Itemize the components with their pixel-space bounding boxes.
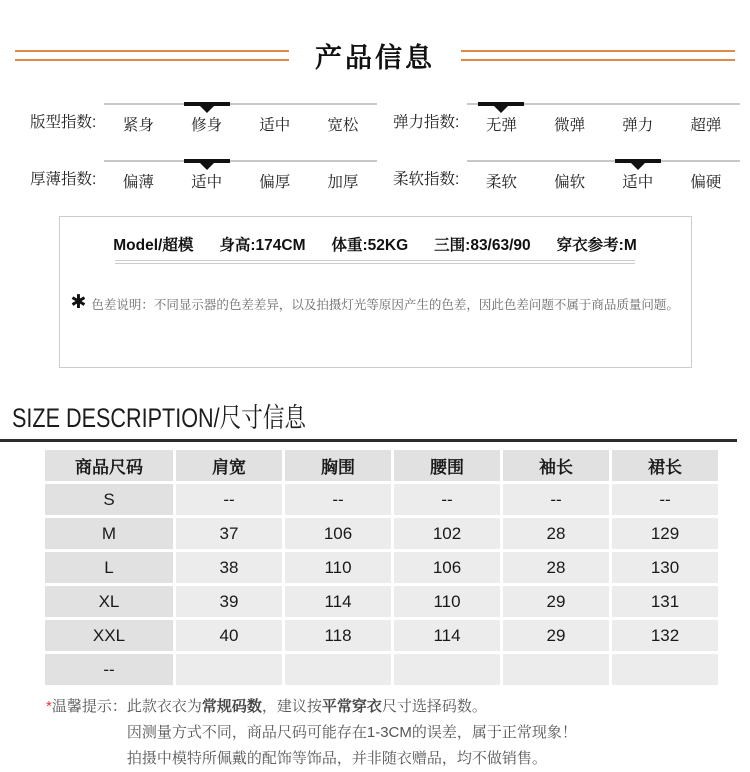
table-value-cell: -- xyxy=(176,484,282,515)
warm-tips xyxy=(46,694,750,772)
table-value-cell: 29 xyxy=(503,620,609,651)
model-info-item: 身高:174CM xyxy=(219,237,306,254)
tip-segment: 尺寸选择码数。 xyxy=(381,698,487,715)
tip-segment: 常规码数 xyxy=(201,698,262,715)
table-value-cell: 38 xyxy=(176,552,282,583)
orange-divider-left xyxy=(15,50,289,61)
table-value-cell xyxy=(176,654,282,685)
asterisk-icon: ✱ xyxy=(70,292,87,313)
model-info-item: 穿衣参考:M xyxy=(556,237,637,254)
model-info-item: 体重:52KG xyxy=(331,237,409,254)
table-value-cell: -- xyxy=(503,484,609,515)
selected-marker-icon xyxy=(184,102,230,113)
indicator-group-0 xyxy=(30,103,377,135)
table-size-cell: S xyxy=(45,484,173,515)
table-header-cell: 腰围 xyxy=(394,450,500,481)
table-value-cell: 28 xyxy=(503,552,609,583)
indicator-group-3 xyxy=(393,160,740,192)
indicator-options xyxy=(104,103,377,135)
table-value-cell: 118 xyxy=(285,620,391,651)
table-value-cell: 110 xyxy=(285,552,391,583)
table-value-cell: 110 xyxy=(394,586,500,617)
tip-segment: ，建议按 xyxy=(261,698,322,715)
indicator-grid xyxy=(0,75,750,192)
table-size-cell: L xyxy=(45,552,173,583)
indicator-scale xyxy=(104,103,377,135)
table-value-cell: 39 xyxy=(176,586,282,617)
indicator-group-2 xyxy=(30,160,377,192)
indicator-option: 偏薄 xyxy=(122,174,154,191)
table-size-cell: M xyxy=(45,518,173,549)
indicator-scale xyxy=(467,160,740,192)
indicator-option: 偏厚 xyxy=(259,174,291,191)
table-size-cell: -- xyxy=(45,654,173,685)
tip-line xyxy=(127,694,577,720)
indicator-options xyxy=(104,160,377,192)
table-value-cell: 28 xyxy=(503,518,609,549)
indicator-option: 适中 xyxy=(259,117,291,134)
marker-triangle-icon xyxy=(631,163,645,170)
tip-line xyxy=(127,746,577,772)
table-value-cell: 114 xyxy=(394,620,500,651)
indicator-option: 宽松 xyxy=(327,117,359,134)
table-value-cell xyxy=(285,654,391,685)
indicator-group-1 xyxy=(393,103,740,135)
indicator-label: 弹力指数: xyxy=(393,114,460,131)
table-value-cell: 114 xyxy=(285,586,391,617)
table-value-cell: 106 xyxy=(394,552,500,583)
tip-segment: 拍摄中模特所佩戴的配饰等饰品，并非随衣赠品，均不做销售。 xyxy=(126,750,547,767)
table-header-cell: 商品尺码 xyxy=(45,450,173,481)
model-info-underline xyxy=(115,260,635,264)
product-info-header xyxy=(0,0,750,75)
selected-marker-icon xyxy=(478,102,524,113)
model-info-item: 三围:83/63/90 xyxy=(434,237,531,254)
indicator-option: 弹力 xyxy=(622,117,654,134)
color-disclaimer xyxy=(70,292,680,313)
model-info-item: Model/超模 xyxy=(113,237,194,254)
size-section-heading: SIZE DESCRIPTION/尺寸信息 xyxy=(12,403,307,433)
orange-divider-right xyxy=(461,50,735,61)
table-value-cell: 106 xyxy=(285,518,391,549)
warm-tips-label-text: 温馨提示： xyxy=(51,698,127,715)
table-header-cell: 肩宽 xyxy=(176,450,282,481)
table-value-cell: -- xyxy=(612,484,718,515)
table-value-cell: 29 xyxy=(503,586,609,617)
table-value-cell: 130 xyxy=(612,552,718,583)
tip-line xyxy=(127,720,577,746)
indicator-option: 微弹 xyxy=(554,117,586,134)
table-size-cell: XXL xyxy=(45,620,173,651)
table-value-cell xyxy=(612,654,718,685)
indicator-option: 无弹 xyxy=(485,117,517,134)
tip-segment: 因测量方式不同，商品尺码可能存在1-3CM的误差，属于正常现象！ xyxy=(126,724,577,741)
table-header-cell: 裙长 xyxy=(612,450,718,481)
indicator-option: 加厚 xyxy=(327,174,359,191)
red-asterisk-icon: * xyxy=(46,698,52,715)
table-value-cell: 102 xyxy=(394,518,500,549)
table-value-cell: -- xyxy=(285,484,391,515)
indicator-label: 厚薄指数: xyxy=(30,171,97,188)
marker-triangle-icon xyxy=(200,106,214,113)
table-value-cell: 131 xyxy=(612,586,718,617)
indicator-option: 修身 xyxy=(191,117,223,134)
size-table xyxy=(45,450,750,685)
indicator-option: 偏软 xyxy=(554,174,586,191)
warm-tips-label xyxy=(46,694,127,772)
tip-segment: 此款衣衣为 xyxy=(126,698,202,715)
indicator-label: 柔软指数: xyxy=(393,171,460,188)
indicator-option: 紧身 xyxy=(122,117,154,134)
page-title: 产品信息 xyxy=(315,43,435,73)
table-value-cell: 37 xyxy=(176,518,282,549)
model-info-box xyxy=(59,216,692,368)
selected-marker-icon xyxy=(184,159,230,170)
table-value-cell xyxy=(394,654,500,685)
table-value-cell: -- xyxy=(394,484,500,515)
table-value-cell: 40 xyxy=(176,620,282,651)
indicator-options xyxy=(467,160,740,192)
marker-triangle-icon xyxy=(200,163,214,170)
table-size-cell: XL xyxy=(45,586,173,617)
table-header-cell: 袖长 xyxy=(503,450,609,481)
selected-marker-icon xyxy=(615,159,661,170)
size-heading-rule xyxy=(0,439,737,442)
table-header-cell: 胸围 xyxy=(285,450,391,481)
indicator-option: 适中 xyxy=(191,174,223,191)
indicator-option: 适中 xyxy=(622,174,654,191)
warm-tips-lines xyxy=(127,694,577,772)
indicator-label: 版型指数: xyxy=(30,114,97,131)
indicator-option: 偏硬 xyxy=(690,174,722,191)
indicator-scale xyxy=(467,103,740,135)
indicator-option: 超弹 xyxy=(690,117,722,134)
table-value-cell: 132 xyxy=(612,620,718,651)
indicator-scale xyxy=(104,160,377,192)
table-value-cell: 129 xyxy=(612,518,718,549)
table-value-cell xyxy=(503,654,609,685)
indicator-option: 柔软 xyxy=(485,174,517,191)
model-info-line xyxy=(71,233,680,255)
tip-segment: 平常穿衣 xyxy=(321,698,382,715)
color-disclaimer-text: 色差说明：不同显示器的色差差异，以及拍摄灯光等原因产生的色差，因此色差问题不属于商品质量问题。 xyxy=(91,298,679,312)
marker-triangle-icon xyxy=(494,106,508,113)
